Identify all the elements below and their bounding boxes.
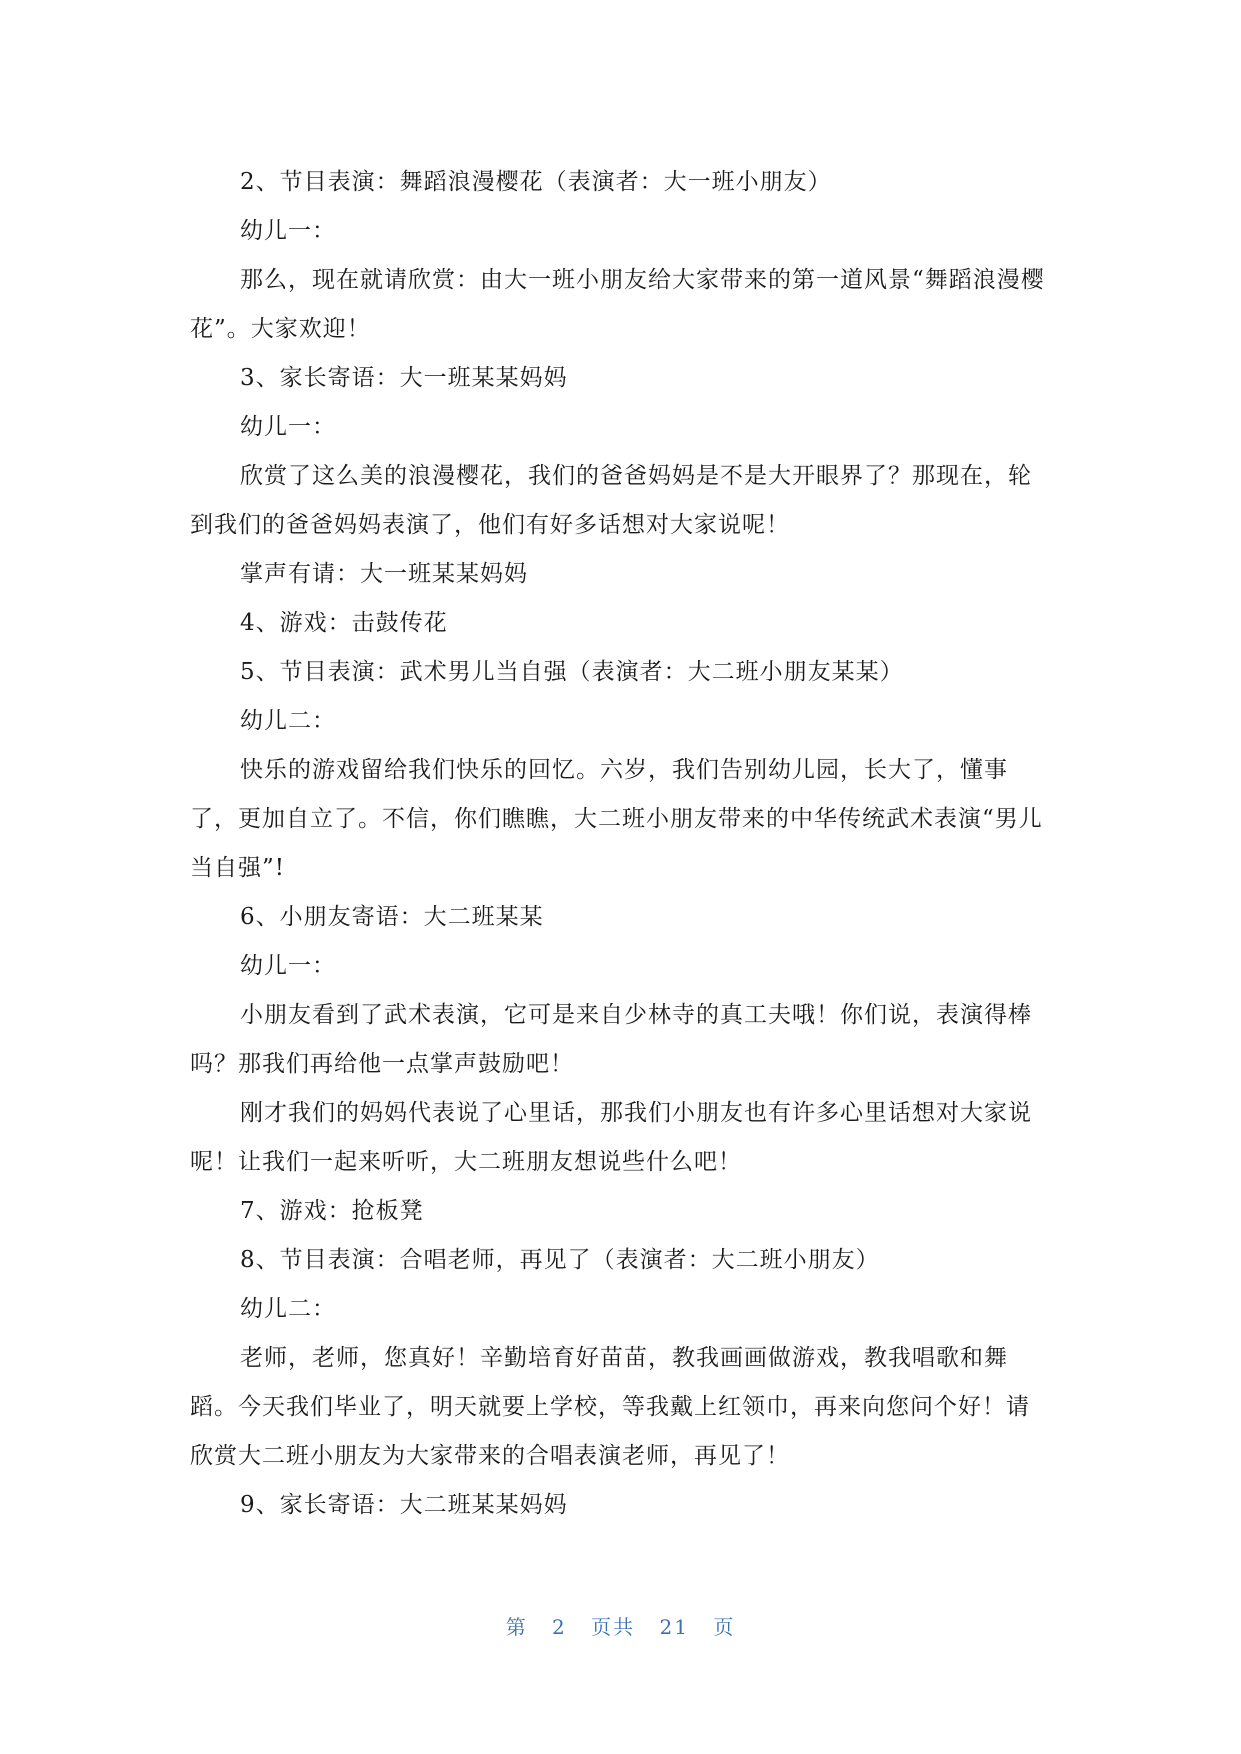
paragraph: 4、游戏：击鼓传花: [240, 610, 448, 636]
paragraph: 小朋友看到了武术表演，它可是来自少林寺的真工夫哦！你们说，表演得棒吗？那我们再给他一点掌声鼓励吧！: [190, 1002, 1032, 1077]
paragraph: 快乐的游戏留给我们快乐的回忆。六岁，我们告别幼儿园，长大了，懂事了，更加自立了。不信，你们瞧瞧，大二班小朋友带来的中华传统武术表演“男儿当自强”!: [190, 757, 1043, 881]
paragraph: 幼儿一：: [240, 953, 336, 979]
paragraph: 7、游戏：抢板凳: [240, 1198, 424, 1224]
footer-prefix: 第: [505, 1615, 528, 1639]
paragraph: 5、节目表演：武术男儿当自强（表演者：大二班小朋友某某）: [240, 659, 904, 685]
paragraph: 2、节目表演：舞蹈浪漫樱花（表演者：大一班小朋友）: [240, 169, 832, 195]
paragraph: 幼儿一：: [240, 414, 336, 440]
footer-total-pages: 21: [659, 1615, 689, 1639]
page-footer: [0, 1611, 1241, 1640]
paragraph: 掌声有请：大一班某某妈妈: [240, 561, 528, 587]
paragraph: 刚才我们的妈妈代表说了心里话，那我们小朋友也有许多心里话想对大家说呢！让我们一起来听听，大二班朋友想说些什么吧！: [190, 1100, 1032, 1175]
paragraph: 8、节目表演：合唱老师，再见了（表演者：大二班小朋友）: [240, 1247, 880, 1273]
paragraph: 幼儿二：: [240, 708, 336, 734]
paragraph: 幼儿二：: [240, 1296, 336, 1322]
paragraph: 3、家长寄语：大一班某某妈妈: [240, 365, 568, 391]
paragraph: 9、家长寄语：大二班某某妈妈: [240, 1492, 568, 1518]
paragraph: 欣赏了这么美的浪漫樱花，我们的爸爸妈妈是不是大开眼界了？那现在，轮到我们的爸爸妈妈表演了，他们有好多话想对大家说呢！: [190, 463, 1032, 538]
footer-middle: 页共: [591, 1615, 636, 1639]
document-body: [190, 158, 1050, 1530]
footer-suffix: 页: [713, 1615, 736, 1639]
paragraph: 6、小朋友寄语：大二班某某: [240, 904, 544, 930]
paragraph: 幼儿一：: [240, 218, 336, 244]
paragraph: 老师，老师，您真好！辛勤培育好苗苗，教我画画做游戏，教我唱歌和舞蹈。今天我们毕业了，明天就要上学校，等我戴上红领巾，再来向您问个好！请欣赏大二班小朋友为大家带来的合唱表演老师，再见了！: [190, 1345, 1030, 1469]
paragraph: 那么，现在就请欣赏：由大一班小朋友给大家带来的第一道风景“舞蹈浪漫樱花”。大家欢迎！: [190, 267, 1045, 342]
footer-page-number: 2: [552, 1615, 567, 1639]
